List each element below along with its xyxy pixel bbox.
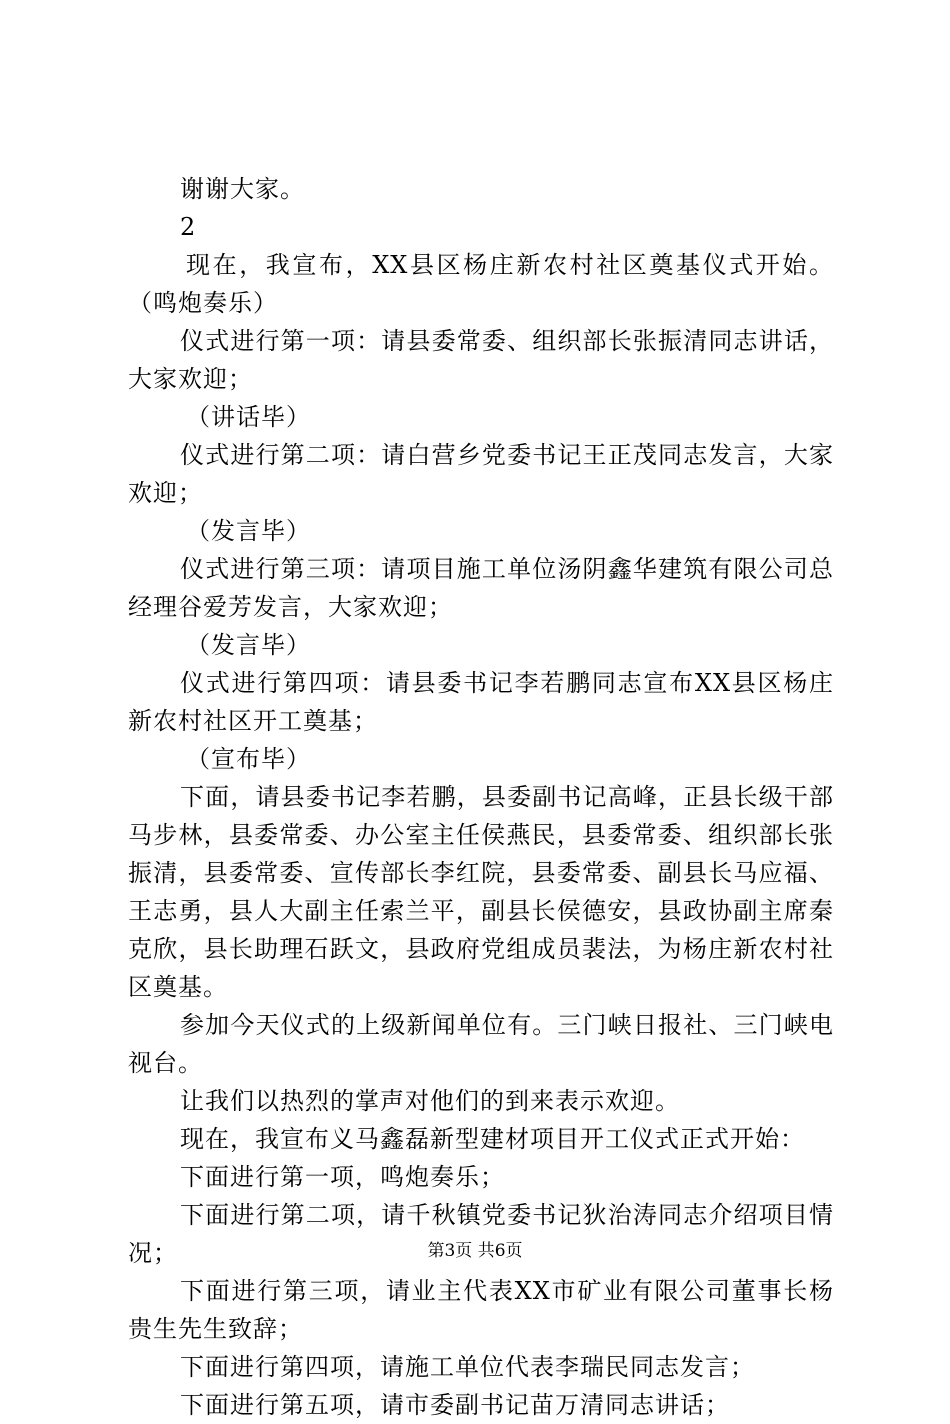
page-footer xyxy=(0,1240,950,1262)
document-body xyxy=(128,170,834,1424)
paragraph-second-opening: 现在，我宣布义马鑫磊新型建材项目开工仪式正式开始： xyxy=(180,1125,805,1153)
paragraph-step-3: 下面进行第三项，请业主代表XX市矿业有限公司董事长杨贵生先生致辞； xyxy=(128,1277,834,1343)
paragraph-step-2: 下面进行第二项，请千秋镇党委书记狄治涛同志介绍项目情况； xyxy=(128,1201,834,1267)
paragraph-groundbreaking-list: 下面，请县委书记李若鹏，县委副书记高峰，正县长级干部马步林，县委常委、办公室主任侯燕民，县委常委、组织部长张振清，县委常委、宣传部长李红院，县委常委、副县长马应福、王志勇，县人大副主任索兰平，副县长侯德安，县政协副主席秦克欣，县长助理石跃文，县政府党组成员裴法，为杨庄新农村社区奠基。 xyxy=(128,783,834,1001)
paragraph-thanks: 谢谢大家。 xyxy=(180,175,305,203)
paragraph-step-5: 下面进行第五项，请市委副书记苗万清同志讲话； xyxy=(180,1391,730,1419)
paragraph-media: 参加今天仪式的上级新闻单位有。三门峡日报社、三门峡电视台。 xyxy=(128,1011,834,1077)
paragraph-note-announce-done: （宣布毕） xyxy=(186,745,311,773)
paragraph-item-3: 仪式进行第三项：请项目施工单位汤阴鑫华建筑有限公司总经理谷爱芳发言，大家欢迎； xyxy=(128,555,834,621)
paragraph-item-1: 仪式进行第一项：请县委常委、组织部长张振清同志讲话，大家欢迎； xyxy=(128,327,834,393)
paragraph-note-speech-done: （讲话毕） xyxy=(186,403,311,431)
paragraph-applause: 让我们以热烈的掌声对他们的到来表示欢迎。 xyxy=(180,1087,680,1115)
page-number-label: 第3页 共6页 xyxy=(427,1241,523,1261)
paragraph-step-4: 下面进行第四项，请施工单位代表李瑞民同志发言； xyxy=(180,1353,755,1381)
paragraph-note-remarks-done-2: （发言毕） xyxy=(186,631,311,659)
section-number: 2 xyxy=(180,213,197,241)
paragraph-note-remarks-done: （发言毕） xyxy=(186,517,311,545)
paragraph-step-1: 下面进行第一项，鸣炮奏乐； xyxy=(180,1163,505,1191)
paragraph-item-2: 仪式进行第二项：请白营乡党委书记王正茂同志发言，大家欢迎； xyxy=(128,441,834,507)
paragraph-item-4: 仪式进行第四项：请县委书记李若鹏同志宣布XX县区杨庄新农村社区开工奠基； xyxy=(128,669,834,735)
paragraph-opening: 现在，我宣布，XX县区杨庄新农村社区奠基仪式开始。（鸣炮奏乐） xyxy=(128,251,834,317)
